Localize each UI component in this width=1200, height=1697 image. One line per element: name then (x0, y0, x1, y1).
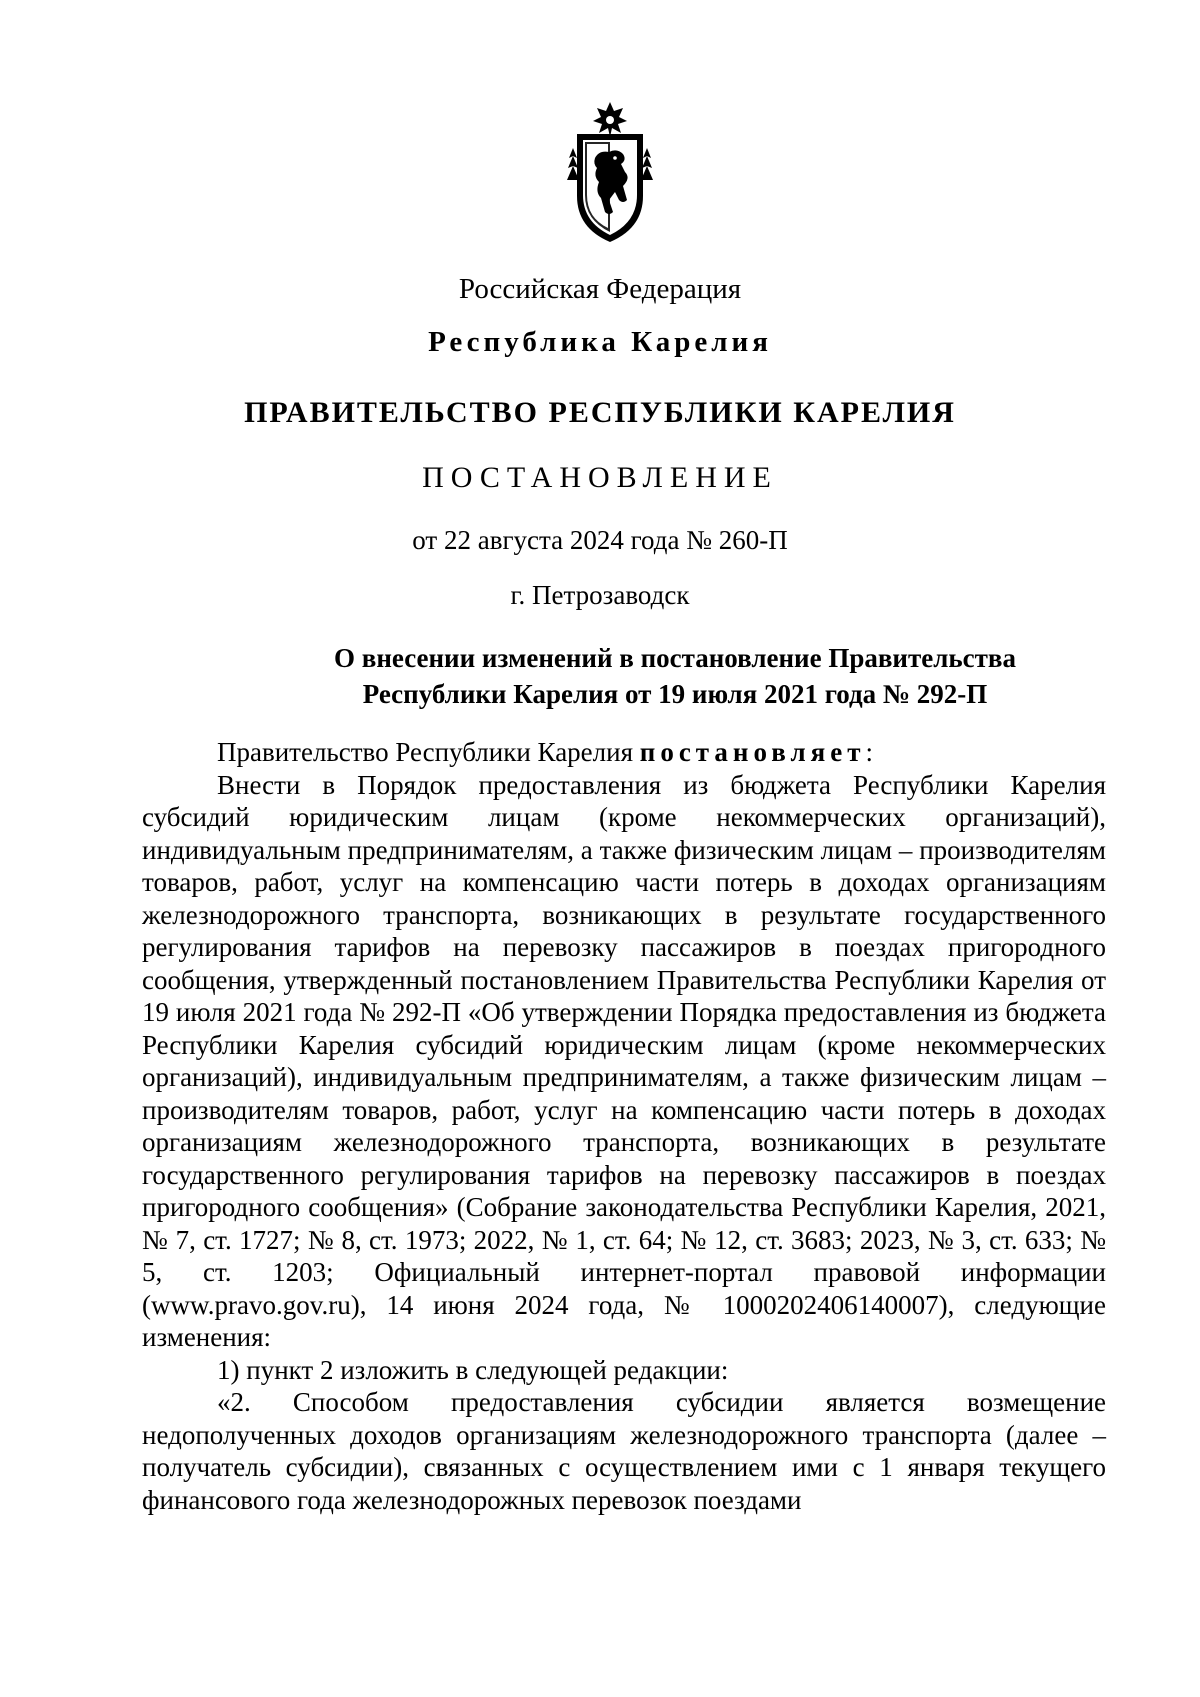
country-name: Российская Федерация (458, 273, 742, 305)
intro-verb: постановляет (639, 737, 866, 767)
document-date-number: от 22 августа 2024 года № 260-П (412, 525, 788, 555)
document-type: ПОСТАНОВЛЕНИЕ (422, 461, 778, 494)
document-title-line: О внесении изменений в постановление Правительства (334, 643, 1016, 673)
government-name: ПРАВИТЕЛЬСТВО РЕСПУБЛИКИ КАРЕЛИЯ (244, 396, 956, 429)
document-title (290, 640, 1060, 712)
quote-paragraph: «2. Способом предоставления субсидии является возмещение недополученных доходов организациям железнодорожного транспорта (далее – получатель субсидии), связанных с осуществлением ими с 1 января текущего финансового года железнодорожных перевозок поездами (142, 1387, 1106, 1515)
intro-subject: Правительство Республики Карелия (217, 737, 634, 767)
document-title-line: Республики Карелия от 19 июля 2021 года № 292-П (362, 679, 988, 709)
main-paragraph: Внести в Порядок предоставления из бюджета Республики Карелия субсидий юридическим лицам (кроме некоммерческих организаций), индивидуальным предпринимателям, а также физическим лицам – производителям товаров, работ, услуг на компенсацию части потерь в доходах организациям железнодорожного транспорта, возникающих в результате государственного регулирования тарифов на перевозку пассажиров в поездах пригородного сообщения, утвержденный постановлением Правительства Республики Карелия от 19 июля 2021 года № 292-П «Об утверждении Порядка предоставления из бюджета Республики Карелия субсидий юридическим лицам (кроме некоммерческих организаций), индивидуальным предпринимателям, а также физическим лицам – производителям товаров, работ, услуг на компенсацию части потерь в доходах организациям железнодорожного транспорта, возникающих в результате государственного регулирования тарифов на перевозку пассажиров в поездах пригородного сообщения» (Собрание законодательства Республики Карелия, 2021, № 7, ст. 1727; № 8, ст. 1973; 2022, № 1, ст. 64; № 12, ст. 3683; 2023, № 3, ст. 633; № 5, ст. 1203; Официальный интернет-портал правовой информации (www.pravo.gov.ru), 14 июня 2024 года, № 1000202406140007), следующие изменения: (142, 769, 1106, 1352)
document-body (142, 736, 1106, 1516)
item-paragraph: 1) пункт 2 изложить в следующей редакции: (217, 1354, 729, 1385)
intro-paragraph (142, 736, 1106, 769)
document-city: г. Петрозаводск (510, 580, 690, 610)
intro-end: : (865, 737, 874, 767)
karelia-coat-of-arms-icon (565, 100, 655, 245)
republic-name: Республика Карелия (428, 326, 772, 358)
